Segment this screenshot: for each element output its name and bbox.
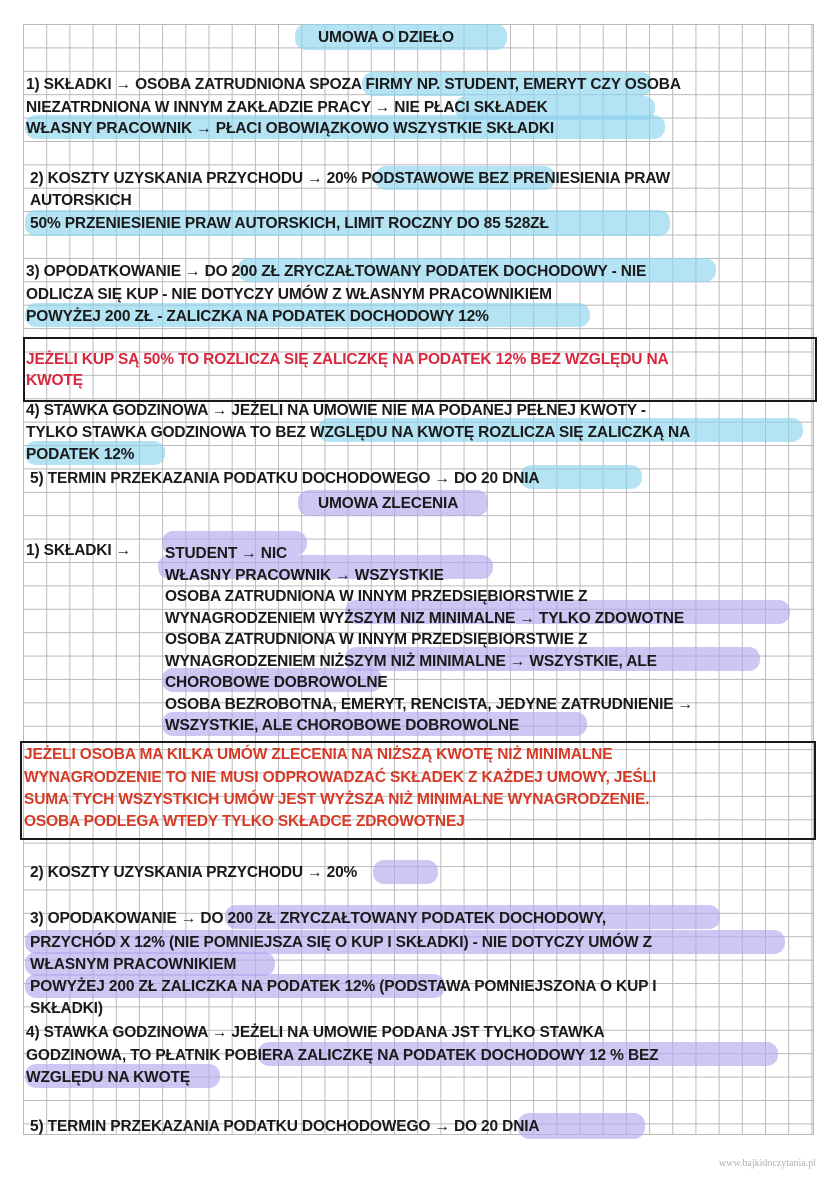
text-line: NIEZATRDNIONA W INNYM ZAKŁADZIE PRACY → NIE PŁACI SKŁADEK [26,99,548,116]
text-line: 2) KOSZTY UZYSKANIA PRZYCHODU → 20% PODSTAWOWE BEZ PRENIESIENIA PRAW [30,170,671,187]
text-line: CHOROBOWE DOBROWOLNE [165,674,388,691]
text-line: 4) STAWKA GODZINOWA → JEŻELI NA UMOWIE NIE MA PODANEJ PEŁNEJ KWOTY - [26,402,646,419]
text-line: 5) TERMIN PRZEKAZANIA PODATKU DOCHODOWEGO → DO 20 DNIA [30,470,540,487]
section-title-zlecenia: UMOWA ZLECENIA [318,495,459,512]
text-line: WZGLĘDU NA KWOTĘ [26,1069,191,1086]
text-line: WYNAGRODZENIEM WYŻSZYM NIZ MINIMALNE → TYLKO ZDOWOTNE [165,610,685,627]
skladki-label: 1) SKŁADKI → [26,542,131,559]
text-line: WYNAGRODZENIEM NIŻSZYM NIŻ MINIMALNE → WSZYSTKIE, ALE [165,653,657,670]
text-line: WŁASNY PRACOWNIK → PŁACI OBOWIĄZKOWO WSZYSTKIE SKŁADKI [26,120,555,137]
text-line: 4) STAWKA GODZINOWA → JEŻELI NA UMOWIE PODANA JST TYLKO STAWKA [26,1024,605,1041]
text-line: SKŁADKI) [30,1000,103,1017]
text-line: PRZYCHÓD X 12% (NIE POMNIEJSZA SIĘ O KUP I SKŁADKI) - NIE DOTYCZY UMÓW Z [30,934,652,951]
highlight [373,860,438,884]
text-line: GODZINOWA, TO PŁATNIK POBIERA ZALICZKĘ NA PODATEK DOCHODOWY 12 % BEZ [26,1047,659,1064]
text-line: ODLICZA SIĘ KUP - NIE DOTYCZY UMÓW Z WŁASNYM PRACOWNIKIEM [26,286,552,303]
text-line: 2) KOSZTY UZYSKANIA PRZYCHODU → 20% [30,864,358,881]
text-line: 3) OPODATKOWANIE → DO 200 ZŁ ZRYCZAŁTOWANY PODATEK DOCHODOWY - NIE [26,263,647,280]
section-title-dzielo: UMOWA O DZIEŁO [318,29,454,46]
text-line: 3) OPODAKOWANIE → DO 200 ZŁ ZRYCZAŁTOWANY PODATEK DOCHODOWY, [30,910,607,927]
text-line: STUDENT → NIC [165,545,288,562]
watermark: www.bajkidoczytania.pl [718,1158,816,1169]
warning-text: JEŻELI KUP SĄ 50% TO ROZLICZA SIĘ ZALICZKĘ NA PODATEK 12% BEZ WZGLĘDU NA [26,351,669,368]
text-line: WSZYSTKIE, ALE CHOROBOWE DOBROWOLNE [165,717,520,734]
text-line: TYLKO STAWKA GODZINOWA TO BEZ WZGLĘDU NA KWOTĘ ROZLICZA SIĘ ZALICZKĄ NA [26,424,691,441]
text-line: OSOBA ZATRUDNIONA W INNYM PRZEDSIĘBIORSTWIE Z [165,631,588,648]
text-line: 1) SKŁADKI → OSOBA ZATRUDNIONA SPOZA FIRMY NP. STUDENT, EMERYT CZY OSOBA [26,76,681,93]
warning-text: JEŻELI OSOBA MA KILKA UMÓW ZLECENIA NA NIŻSZĄ KWOTĘ NIŻ MINIMALNE [24,746,613,763]
text-line: PODATEK 12% [26,446,135,463]
text-line: WŁASNYM PRACOWNIKIEM [30,956,237,973]
text-line: POWYŻEJ 200 ZŁ ZALICZKA NA PODATEK 12% (PODSTAWA POMNIEJSZONA O KUP I [30,978,657,995]
warning-text: OSOBA PODLEGA WTEDY TYLKO SKŁADCE ZDROWOTNEJ [24,813,465,830]
warning-text: SUMA TYCH WSZYSTKICH UMÓW JEST WYŻSZA NIŻ MINIMALNE WYNAGRODZENIE. [24,791,650,808]
text-line: AUTORSKICH [30,192,132,209]
text-line: 50% PRZENIESIENIE PRAW AUTORSKICH, LIMIT ROCZNY DO 85 528ZŁ [30,215,549,232]
text-line: OSOBA BEZROBOTNA, EMERYT, RENCISTA, JEDYNE ZATRUDNIENIE → [165,696,693,713]
text-line: POWYŻEJ 200 ZŁ - ZALICZKA NA PODATEK DOCHODOWY 12% [26,308,489,325]
text-line: OSOBA ZATRUDNIONA W INNYM PRZEDSIĘBIORSTWIE Z [165,588,588,605]
text-line: WŁASNY PRACOWNIK → WSZYSTKIE [165,567,444,584]
warning-text: WYNAGRODZENIE TO NIE MUSI ODPROWADZAĆ SKŁADEK Z KAŻDEJ UMOWY, JEŚLI [24,769,657,786]
warning-text: KWOTĘ [26,372,83,389]
text-line: 5) TERMIN PRZEKAZANIA PODATKU DOCHODOWEGO → DO 20 DNIA [30,1118,540,1135]
